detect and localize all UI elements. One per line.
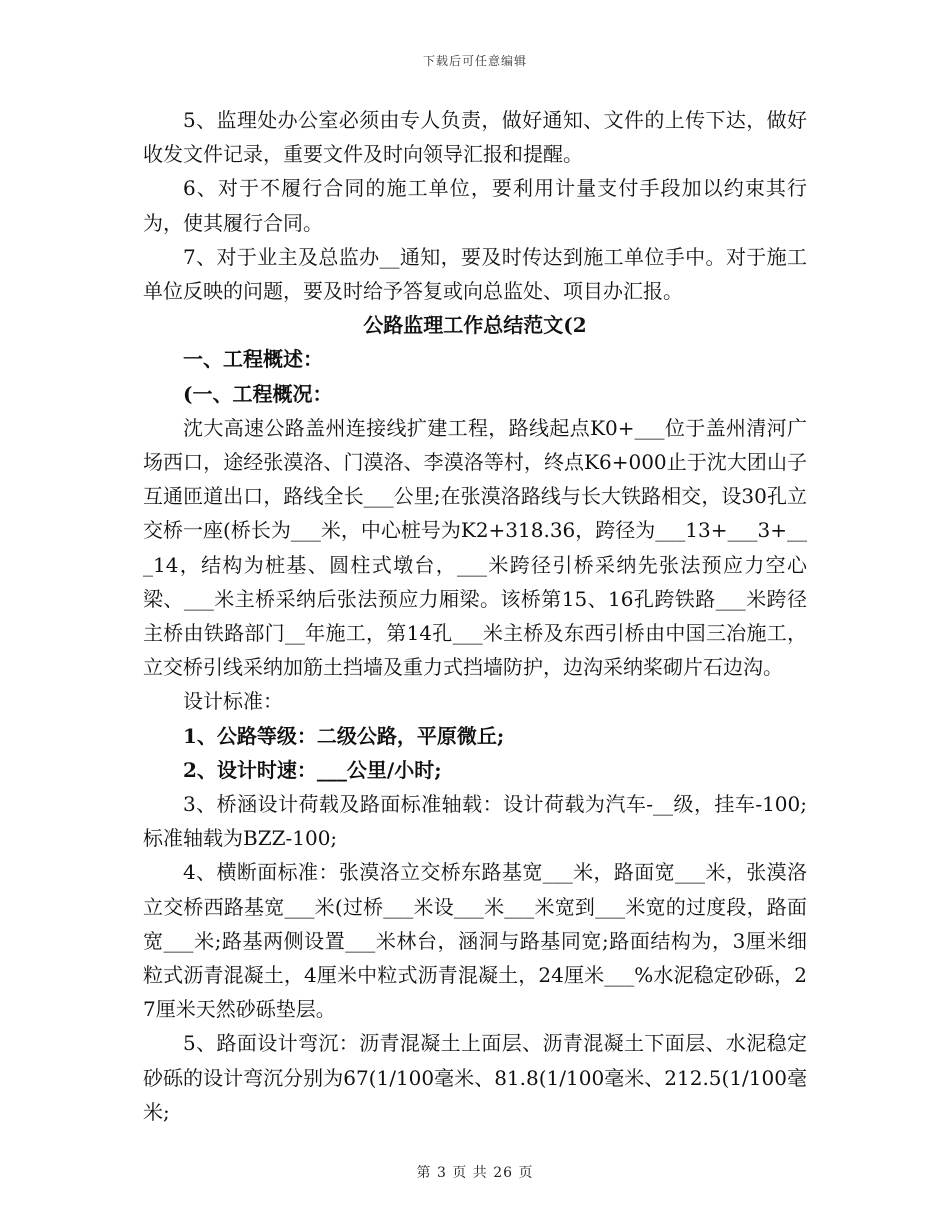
section-title: 公路监理工作总结范文(2 xyxy=(363,313,587,338)
paragraph-item-5: 5、监理处办公室必须由专人负责，做好通知、文件的上传下达，做好收发文件记录，重要文件及时向领导汇报和提醒。 xyxy=(143,108,807,167)
document-body xyxy=(143,103,807,1129)
heading-project-overview: 一、工程概述： xyxy=(183,347,323,372)
subheading-project-situation: (一、工程概况： xyxy=(183,381,333,406)
paragraph-item-7: 7、对于业主及总监办__通知，要及时传达到施工单位手中。对于施工单位反映的问题，要及时给予答复或向总监处、项目办汇报。 xyxy=(143,244,807,304)
standard-road-grade: 1、公路等级：二级公路，平原微丘; xyxy=(183,723,505,748)
page-footer: 第 3 页 共 26 页 xyxy=(416,1165,534,1181)
paragraph-design-standards-label: 设计标准： xyxy=(183,689,283,714)
standard-design-speed: 2、设计时速：___公里/小时; xyxy=(183,757,442,782)
paragraph-item-6: 6、对于不履行合同的施工单位，要利用计量支付手段加以约束其行为，使其履行合同。 xyxy=(143,176,807,235)
standard-pavement-deflection: 5、路面设计弯沉：沥青混凝土上面层、沥青混凝土下面层、水泥稳定砂砾的设计弯沉分别为67(1/100毫米、81.8(1/100毫米、212.5(1/100毫米; xyxy=(143,1031,807,1124)
standard-cross-section: 4、横断面标准：张漠洛立交桥东路基宽___米，路面宽___米，张漠洛立交桥西路基宽___米(过桥___米设___米___米宽到___米宽的过度段，路面宽___米;路基两侧设置___米林台，涵洞与路基同宽;路面结构为，3厘米细粒式沥青混凝土，4厘米中粒式沥青混凝土，24厘米___%水泥稳定砂砾，27厘米天然砂砾垫层。 xyxy=(143,860,807,1022)
page-header: 下载后可任意编辑 xyxy=(422,54,527,68)
paragraph-project-description: 沈大高速公路盖州连接线扩建工程，路线起点K0+___位于盖州清河广场西口，途经张漠洛、门漠洛、李漠洛等村，终点K6+000止于沈大团山子互通匝道出口，路线全长___公里;在张漠洛路线与长大铁路相交，设30孔立交桥一座(桥长为___米，中心桩号为K2+318.36，跨径为___13+___3+___14，结构为桩基、圆柱式墩台，___米跨径引桥采纳先张法预应力空心梁、___米主桥采纳后张法预应力厢梁。该桥第15、16孔跨铁路___米跨径主桥由铁路部门__年施工，第14孔___米主桥及东西引桥由中国三冶施工，立交桥引线采纳加筋土挡墙及重力式挡墙防护，边沟采纳桨砌片石边沟。 xyxy=(143,415,807,680)
standard-bridge-load: 3、桥涵设计荷载及路面标准轴载：设计荷载为汽车-__级，挂车-100;标准轴载为BZZ-100; xyxy=(143,792,807,851)
